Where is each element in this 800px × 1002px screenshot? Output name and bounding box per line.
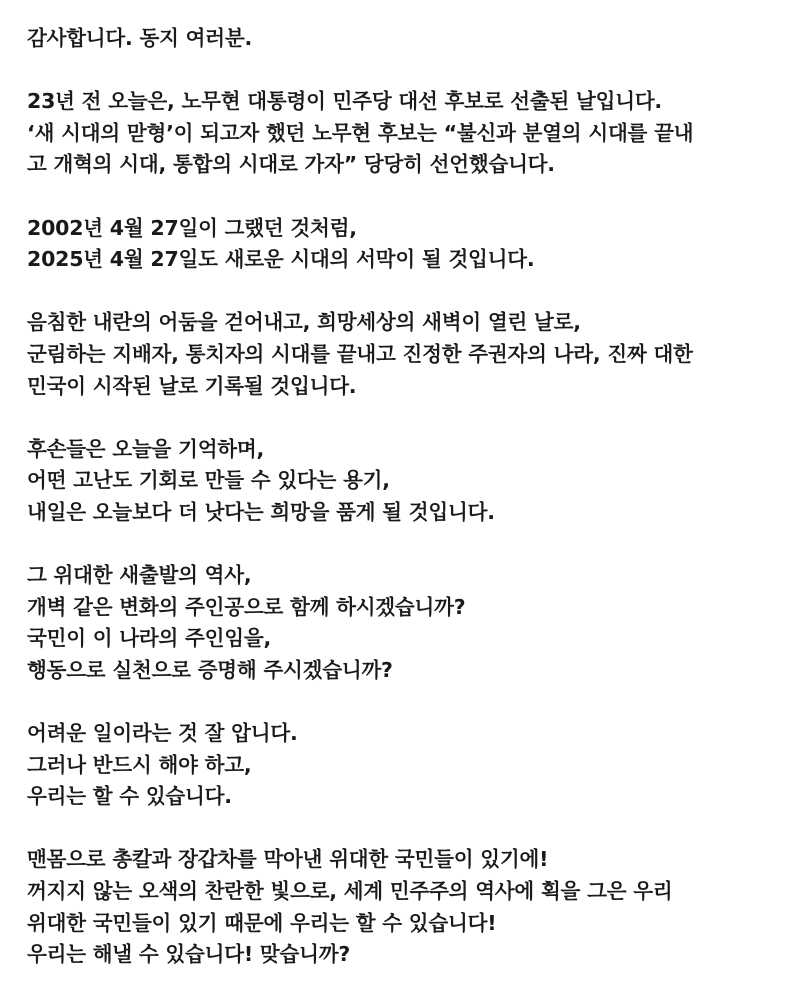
speech-document [27, 23, 787, 1002]
text-line: 2025년 4월 27일도 새로운 시대의 서막이 될 것입니다. [27, 247, 535, 272]
paragraph-descendants [27, 434, 787, 529]
text-line: 23년 전 오늘은, 노무현 대통령이 민주당 대선 후보로 선출된 날입니다. [27, 89, 663, 114]
text-line: 개벽 같은 변화의 주인공으로 함께 하시겠습니까? [27, 594, 466, 619]
text-line: 그러나 반드시 해야 하고, [27, 752, 252, 777]
text-line: 군림하는 지배자, 통치자의 시대를 끝내고 진정한 주권자의 나라, 진짜 대한 [27, 341, 693, 366]
paragraph-anniversary [27, 86, 787, 181]
text-line: 2002년 4월 27일이 그랬던 것처럼, [27, 215, 357, 240]
text-line: ‘새 시대의 맏형’이 되고자 했던 노무현 후보는 “불신과 분열의 시대를 끝내 [27, 120, 694, 145]
text-line: 감사합니다. 동지 여러분. [27, 26, 253, 50]
text-line: 우리는 해낼 수 있습니다! 맞습니까? [27, 942, 351, 967]
text-line: 맨몸으로 총칼과 장갑차를 막아낸 위대한 국민들이 있기에! [27, 847, 549, 872]
text-line: 어떤 고난도 기회로 만들 수 있다는 용기, [27, 468, 390, 493]
text-line: 우리는 할 수 있습니다. [27, 784, 232, 809]
text-line: 꺼지지 않는 오색의 찬란한 빛으로, 세계 민주주의 역사에 획을 그은 우리 [27, 879, 673, 904]
text-line: 국민이 이 나라의 주인임을, [27, 626, 272, 651]
paragraph-dates [27, 213, 787, 276]
text-line: 내일은 오늘보다 더 낫다는 희망을 품게 될 것입니다. [27, 499, 495, 524]
paragraph-new-era [27, 307, 787, 402]
paragraph-resolve [27, 718, 787, 813]
text-line: 민국이 시작된 날로 기록될 것입니다. [27, 373, 357, 398]
text-line: 고 개혁의 시대, 통합의 시대로 가자” 당당히 선언했습니다. [27, 152, 555, 177]
text-line: 행동으로 실천으로 증명해 주시겠습니까? [27, 657, 393, 682]
text-line: 그 위대한 새출발의 역사, [27, 563, 252, 588]
text-line: 위대한 국민들이 있기 때문에 우리는 할 수 있습니다! [27, 910, 497, 935]
paragraph-questions [27, 560, 787, 686]
text-line: 후손들은 오늘을 기억하며, [27, 436, 265, 461]
paragraph-closing [27, 844, 787, 970]
paragraph-greeting [27, 23, 787, 55]
text-line: 음침한 내란의 어둠을 걷어내고, 희망세상의 새벽이 열린 날로, [27, 310, 581, 335]
text-line: 어려운 일이라는 것 잘 압니다. [27, 721, 298, 746]
